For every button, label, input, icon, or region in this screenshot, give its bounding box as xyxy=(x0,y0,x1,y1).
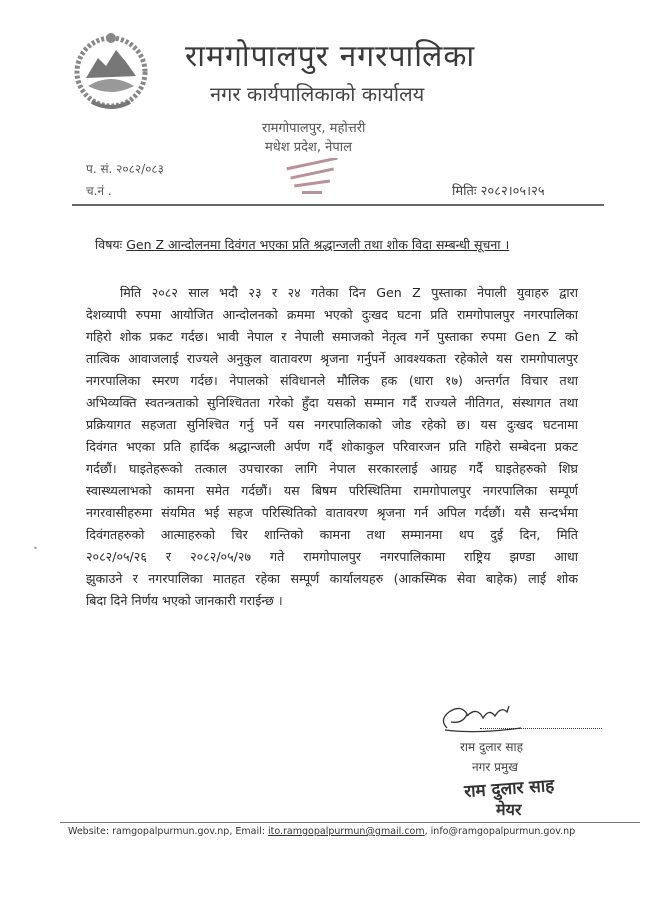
body-line: तात्विक आवाजलाई राज्यले अनुकुल वातावरण श्रृजना गर्नुपर्ने आवश्यकता रहेकोले यस रामगोपालपुर xyxy=(86,351,578,366)
dispatch-number: च.नं . xyxy=(86,184,112,198)
address-line-2: मधेश प्रदेश, नेपाल xyxy=(265,140,352,155)
email-link-info[interactable]: info@ramgopalpurmun.gov.np xyxy=(430,826,576,837)
header-divider xyxy=(72,204,604,206)
footer-divider xyxy=(60,822,640,823)
office-subtitle: नगर कार्यपालिकाको कार्यालय xyxy=(210,82,425,106)
body-line: अभिव्यक्ति स्वतन्त्रताको सुनिश्चितता गरेको हुँदा यसको सम्मान गर्दै राज्यले नीतिगत, संस्थागत तथा xyxy=(86,395,578,410)
reference-number: प. सं. २०८२/०८३ xyxy=(86,162,164,176)
subject-label: विषयः xyxy=(95,237,123,252)
email-link-ito[interactable]: ito.ramgopalpurmun@gmail.com xyxy=(267,826,425,837)
seal-name: राम दुलार साह xyxy=(463,775,555,803)
subject-text: Gen Z आन्दोलनमा दिवंगत भएका प्रति श्रद्धान्जली तथा शोक विदा सम्बन्धी सूचना । xyxy=(126,237,510,252)
notice-body xyxy=(86,282,578,612)
website-link[interactable]: ramgopalpurmun.gov.np, xyxy=(112,826,233,837)
municipality-title: रामगोपालपुर नगरपालिका xyxy=(185,39,476,74)
subject-line xyxy=(95,236,509,253)
scan-speck: • xyxy=(33,544,38,553)
body-line: गर्दछौं। घाइतेहरूको तत्काल उपचारका लागि नेपाल सरकारलाई आग्रह गर्दै घाइतेहरुको शिघ्र xyxy=(86,461,578,476)
signatory-designation: नगर प्रमुख xyxy=(472,760,518,774)
body-line: नगरपालिका स्मरण गर्दछ। नेपालको संविधानले मौलिक हक (धारा १७) अन्तर्गत विचार तथा xyxy=(86,373,578,388)
letter-date: मितिः २०८२।०५।२५ xyxy=(452,184,545,199)
footer-contact xyxy=(68,826,575,837)
body-line: देशव्यापी रुपमा आयोजित आन्दोलनको क्रममा भएको दुःखद घटना प्रति रामगोपालपुर नगरपालिका xyxy=(86,307,578,322)
office-stamp xyxy=(272,158,352,198)
body-line: गहिरो शोक प्रकट गर्दछ। भावी नेपाल र नेपाली समाजको नेतृत्व गर्ने पुस्ताका रुपमा Gen Z को xyxy=(86,329,578,344)
signature-line xyxy=(480,728,602,729)
body-line: दिवंगतहरुको आत्माहरुको चिर शान्तिको कामना तथा सम्मानमा थप दुई दिन, मिति xyxy=(86,527,578,542)
body-line: स्वास्थ्यलाभको कामना समेत गर्दछौं। यस बिषम परिस्थितिमा रामगोपालपुर नगरपालिका सम्पूर्ण xyxy=(86,483,578,498)
website-label: Website: xyxy=(68,826,110,837)
body-line: नगरवासीहरुमा संयमित भई सहज परिस्थितिको वातावरण श्रृजना गर्न अपिल गर्दछौं। यसै सन्दर्भमा xyxy=(86,505,578,520)
signatory-name: राम दुलार साह xyxy=(460,740,523,754)
body-line: बिदा दिने निर्णय भएको जानकारी गराईन्छ । xyxy=(86,593,283,608)
address-line-1: रामगोपालपुर, महोत्तरी xyxy=(262,121,366,136)
email-separator: , xyxy=(424,826,428,837)
seal-designation: मेयर xyxy=(496,800,522,819)
body-line: दिवंगत भएका प्रति हार्दिक श्रद्धान्जली अर्पण गर्दै शोकाकुल परिवारजन प्रति गहिरो सम्बेदना प्रकट xyxy=(86,439,578,454)
body-line: मिति २०८२ साल भदौ २३ र २४ गतेका दिन Gen Z पुस्ताका नेपाली युवाहरु द्वारा xyxy=(120,285,578,300)
handwritten-signature xyxy=(437,700,527,736)
nepal-emblem-icon xyxy=(72,28,150,110)
body-line: २०८२/०५/२६ र २०८२/०५/२७ गते रामगोपालपुर नगरपालिकामा राष्ट्रिय झण्डा आधा xyxy=(86,549,578,564)
body-line: झुकाउने र नगरपालिका मातहत रहेका सम्पूर्ण कार्यालयहरु (आकस्मिक सेवा बाहेक) लाई शोक xyxy=(86,571,578,586)
body-line: प्रक्रियागत सहजता सुनिश्चित गर्नु पर्ने यस नगरपालिकाको जोड रहेको छ। यस दुःखद घटनामा xyxy=(86,417,578,432)
email-label: Email: xyxy=(235,826,265,837)
